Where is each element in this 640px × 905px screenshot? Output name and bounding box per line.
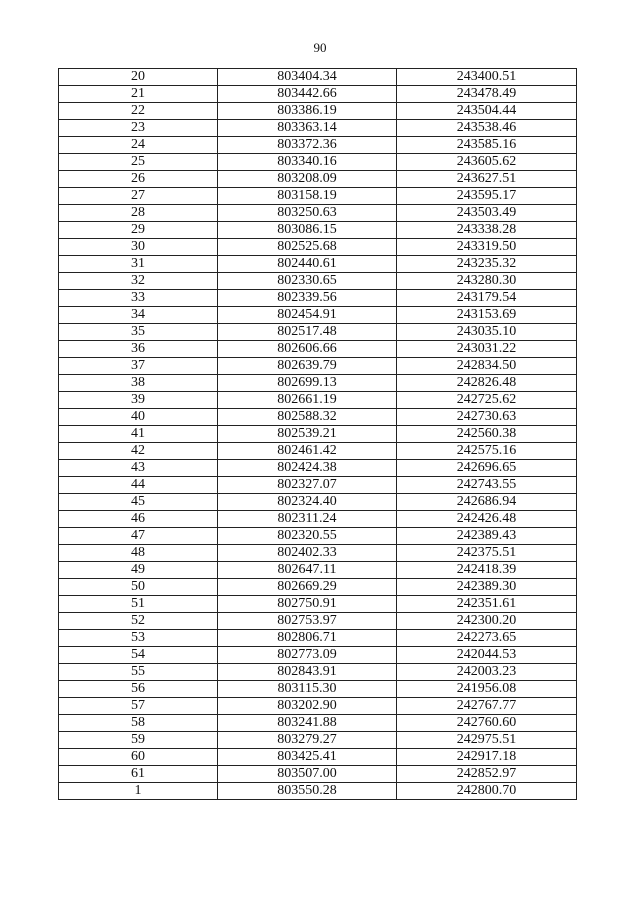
- y-coordinate-cell: 243179.54: [397, 290, 577, 307]
- coordinates-table-body: [59, 69, 577, 800]
- y-coordinate-cell: 242686.94: [397, 494, 577, 511]
- y-coordinate-cell: 242003.23: [397, 664, 577, 681]
- y-coordinate-cell: 242725.62: [397, 392, 577, 409]
- table-row: [59, 613, 577, 630]
- coordinates-table: [58, 68, 577, 800]
- point-number-cell: 37: [59, 358, 218, 375]
- point-number-cell: 50: [59, 579, 218, 596]
- point-number-cell: 39: [59, 392, 218, 409]
- x-coordinate-cell: 803202.90: [218, 698, 397, 715]
- y-coordinate-cell: 243235.32: [397, 256, 577, 273]
- table-row: [59, 409, 577, 426]
- table-row: [59, 579, 577, 596]
- x-coordinate-cell: 802699.13: [218, 375, 397, 392]
- y-coordinate-cell: 243031.22: [397, 341, 577, 358]
- table-row: [59, 341, 577, 358]
- point-number-cell: 49: [59, 562, 218, 579]
- point-number-cell: 35: [59, 324, 218, 341]
- y-coordinate-cell: 243538.46: [397, 120, 577, 137]
- y-coordinate-cell: 242560.38: [397, 426, 577, 443]
- point-number-cell: 22: [59, 103, 218, 120]
- x-coordinate-cell: 802750.91: [218, 596, 397, 613]
- table-row: [59, 766, 577, 783]
- table-row: [59, 86, 577, 103]
- y-coordinate-cell: 243338.28: [397, 222, 577, 239]
- y-coordinate-cell: 242760.60: [397, 715, 577, 732]
- table-row: [59, 205, 577, 222]
- table-row: [59, 426, 577, 443]
- x-coordinate-cell: 803241.88: [218, 715, 397, 732]
- x-coordinate-cell: 802806.71: [218, 630, 397, 647]
- y-coordinate-cell: 243504.44: [397, 103, 577, 120]
- y-coordinate-cell: 242426.48: [397, 511, 577, 528]
- table-row: [59, 273, 577, 290]
- x-coordinate-cell: 802661.19: [218, 392, 397, 409]
- table-row: [59, 630, 577, 647]
- point-number-cell: 24: [59, 137, 218, 154]
- table-row: [59, 698, 577, 715]
- point-number-cell: 52: [59, 613, 218, 630]
- x-coordinate-cell: 802327.07: [218, 477, 397, 494]
- point-number-cell: 55: [59, 664, 218, 681]
- table-row: [59, 188, 577, 205]
- x-coordinate-cell: 803208.09: [218, 171, 397, 188]
- table-row: [59, 647, 577, 664]
- table-row: [59, 324, 577, 341]
- point-number-cell: 56: [59, 681, 218, 698]
- table-row: [59, 545, 577, 562]
- table-row: [59, 494, 577, 511]
- point-number-cell: 38: [59, 375, 218, 392]
- y-coordinate-cell: 243319.50: [397, 239, 577, 256]
- point-number-cell: 54: [59, 647, 218, 664]
- table-row: [59, 783, 577, 800]
- x-coordinate-cell: 802843.91: [218, 664, 397, 681]
- y-coordinate-cell: 242730.63: [397, 409, 577, 426]
- y-coordinate-cell: 241956.08: [397, 681, 577, 698]
- x-coordinate-cell: 802320.55: [218, 528, 397, 545]
- x-coordinate-cell: 802606.66: [218, 341, 397, 358]
- table-row: [59, 375, 577, 392]
- table-row: [59, 443, 577, 460]
- table-row: [59, 222, 577, 239]
- table-row: [59, 664, 577, 681]
- y-coordinate-cell: 242418.39: [397, 562, 577, 579]
- point-number-cell: 34: [59, 307, 218, 324]
- point-number-cell: 47: [59, 528, 218, 545]
- table-row: [59, 511, 577, 528]
- x-coordinate-cell: 802330.65: [218, 273, 397, 290]
- table-row: [59, 681, 577, 698]
- x-coordinate-cell: 803340.16: [218, 154, 397, 171]
- table-row: [59, 562, 577, 579]
- y-coordinate-cell: 242826.48: [397, 375, 577, 392]
- table-row: [59, 69, 577, 86]
- table-row: [59, 528, 577, 545]
- table-row: [59, 120, 577, 137]
- x-coordinate-cell: 803279.27: [218, 732, 397, 749]
- x-coordinate-cell: 803550.28: [218, 783, 397, 800]
- x-coordinate-cell: 802324.40: [218, 494, 397, 511]
- x-coordinate-cell: 802588.32: [218, 409, 397, 426]
- point-number-cell: 43: [59, 460, 218, 477]
- x-coordinate-cell: 803363.14: [218, 120, 397, 137]
- point-number-cell: 33: [59, 290, 218, 307]
- point-number-cell: 21: [59, 86, 218, 103]
- y-coordinate-cell: 242800.70: [397, 783, 577, 800]
- x-coordinate-cell: 802639.79: [218, 358, 397, 375]
- point-number-cell: 59: [59, 732, 218, 749]
- table-row: [59, 392, 577, 409]
- x-coordinate-cell: 802773.09: [218, 647, 397, 664]
- table-row: [59, 749, 577, 766]
- point-number-cell: 45: [59, 494, 218, 511]
- page-number: 90: [313, 40, 327, 55]
- y-coordinate-cell: 242375.51: [397, 545, 577, 562]
- point-number-cell: 32: [59, 273, 218, 290]
- table-row: [59, 103, 577, 120]
- table-row: [59, 596, 577, 613]
- point-number-cell: 30: [59, 239, 218, 256]
- y-coordinate-cell: 242351.61: [397, 596, 577, 613]
- point-number-cell: 61: [59, 766, 218, 783]
- x-coordinate-cell: 802339.56: [218, 290, 397, 307]
- x-coordinate-cell: 802517.48: [218, 324, 397, 341]
- point-number-cell: 42: [59, 443, 218, 460]
- table-row: [59, 477, 577, 494]
- x-coordinate-cell: 802753.97: [218, 613, 397, 630]
- point-number-cell: 1: [59, 783, 218, 800]
- point-number-cell: 25: [59, 154, 218, 171]
- point-number-cell: 51: [59, 596, 218, 613]
- y-coordinate-cell: 243605.62: [397, 154, 577, 171]
- x-coordinate-cell: 803507.00: [218, 766, 397, 783]
- table-row: [59, 137, 577, 154]
- y-coordinate-cell: 243153.69: [397, 307, 577, 324]
- table-row: [59, 715, 577, 732]
- x-coordinate-cell: 803386.19: [218, 103, 397, 120]
- y-coordinate-cell: 243627.51: [397, 171, 577, 188]
- y-coordinate-cell: 242975.51: [397, 732, 577, 749]
- point-number-cell: 20: [59, 69, 218, 86]
- y-coordinate-cell: 243503.49: [397, 205, 577, 222]
- x-coordinate-cell: 803404.34: [218, 69, 397, 86]
- x-coordinate-cell: 803425.41: [218, 749, 397, 766]
- point-number-cell: 41: [59, 426, 218, 443]
- y-coordinate-cell: 242834.50: [397, 358, 577, 375]
- y-coordinate-cell: 242389.43: [397, 528, 577, 545]
- x-coordinate-cell: 802669.29: [218, 579, 397, 596]
- y-coordinate-cell: 243478.49: [397, 86, 577, 103]
- x-coordinate-cell: 802440.61: [218, 256, 397, 273]
- point-number-cell: 27: [59, 188, 218, 205]
- y-coordinate-cell: 242389.30: [397, 579, 577, 596]
- point-number-cell: 23: [59, 120, 218, 137]
- y-coordinate-cell: 242696.65: [397, 460, 577, 477]
- x-coordinate-cell: 802525.68: [218, 239, 397, 256]
- x-coordinate-cell: 803086.15: [218, 222, 397, 239]
- point-number-cell: 46: [59, 511, 218, 528]
- x-coordinate-cell: 802461.42: [218, 443, 397, 460]
- x-coordinate-cell: 803442.66: [218, 86, 397, 103]
- x-coordinate-cell: 802454.91: [218, 307, 397, 324]
- point-number-cell: 60: [59, 749, 218, 766]
- point-number-cell: 26: [59, 171, 218, 188]
- point-number-cell: 31: [59, 256, 218, 273]
- y-coordinate-cell: 242917.18: [397, 749, 577, 766]
- point-number-cell: 40: [59, 409, 218, 426]
- table-row: [59, 171, 577, 188]
- point-number-cell: 48: [59, 545, 218, 562]
- point-number-cell: 36: [59, 341, 218, 358]
- table-row: [59, 256, 577, 273]
- table-row: [59, 460, 577, 477]
- table-row: [59, 307, 577, 324]
- x-coordinate-cell: 803115.30: [218, 681, 397, 698]
- point-number-cell: 44: [59, 477, 218, 494]
- y-coordinate-cell: 242273.65: [397, 630, 577, 647]
- y-coordinate-cell: 242575.16: [397, 443, 577, 460]
- y-coordinate-cell: 242743.55: [397, 477, 577, 494]
- point-number-cell: 29: [59, 222, 218, 239]
- y-coordinate-cell: 243400.51: [397, 69, 577, 86]
- point-number-cell: 57: [59, 698, 218, 715]
- x-coordinate-cell: 802647.11: [218, 562, 397, 579]
- x-coordinate-cell: 802424.38: [218, 460, 397, 477]
- point-number-cell: 58: [59, 715, 218, 732]
- x-coordinate-cell: 803158.19: [218, 188, 397, 205]
- y-coordinate-cell: 242300.20: [397, 613, 577, 630]
- y-coordinate-cell: 242767.77: [397, 698, 577, 715]
- y-coordinate-cell: 243585.16: [397, 137, 577, 154]
- table-row: [59, 290, 577, 307]
- x-coordinate-cell: 803250.63: [218, 205, 397, 222]
- y-coordinate-cell: 242852.97: [397, 766, 577, 783]
- x-coordinate-cell: 802311.24: [218, 511, 397, 528]
- table-row: [59, 239, 577, 256]
- table-row: [59, 732, 577, 749]
- table-row: [59, 358, 577, 375]
- x-coordinate-cell: 802402.33: [218, 545, 397, 562]
- x-coordinate-cell: 803372.36: [218, 137, 397, 154]
- table-row: [59, 154, 577, 171]
- y-coordinate-cell: 243595.17: [397, 188, 577, 205]
- y-coordinate-cell: 242044.53: [397, 647, 577, 664]
- y-coordinate-cell: 243280.30: [397, 273, 577, 290]
- point-number-cell: 53: [59, 630, 218, 647]
- x-coordinate-cell: 802539.21: [218, 426, 397, 443]
- y-coordinate-cell: 243035.10: [397, 324, 577, 341]
- point-number-cell: 28: [59, 205, 218, 222]
